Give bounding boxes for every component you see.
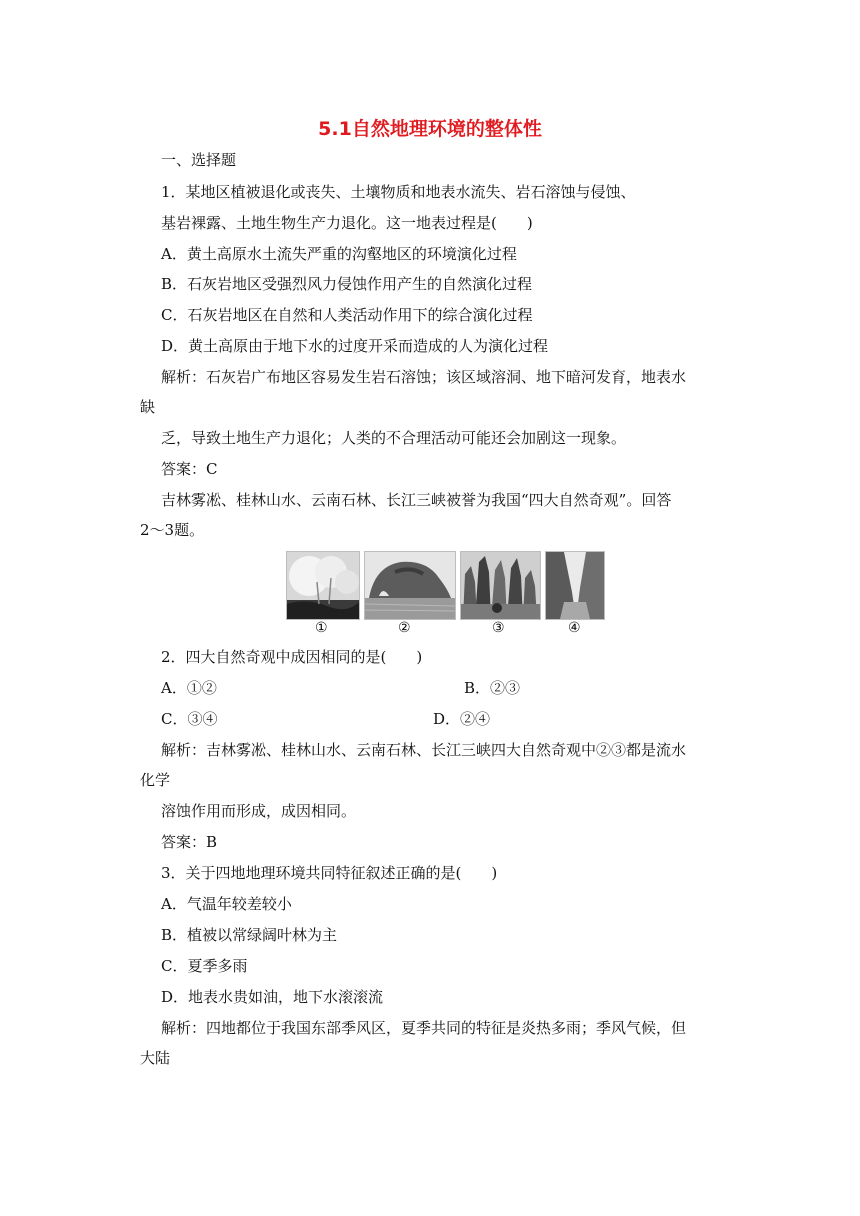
intro-line-1: 吉林雾凇、桂林山水、云南石林、长江三峡被誉为我国“四大自然奇观”。回答	[161, 491, 672, 509]
stone-forest-photo	[460, 551, 541, 620]
q3-option-c: C．夏季多雨	[161, 957, 248, 975]
q2-answer: 答案：B	[161, 833, 218, 851]
q2-analysis-line-2: 化学	[140, 771, 171, 789]
q2-analysis-line-1: 解析：吉林雾凇、桂林山水、云南石林、长江三峡四大自然奇观中②③都是流水	[161, 741, 687, 759]
photo-caption-2: ②	[398, 620, 411, 636]
q1-option-d: D．黄土高原由于地下水的过度开采而造成的人为演化过程	[161, 337, 549, 355]
q2-option-c: C．③④	[161, 710, 218, 728]
q3-stem: 3．关于四地地理环境共同特征叙述正确的是( )	[161, 864, 498, 882]
photo-caption-1: ①	[315, 620, 328, 636]
q2-option-a: A．①②	[161, 679, 217, 697]
q1-answer: 答案：C	[161, 460, 218, 478]
q3-option-b: B．植被以常绿阔叶林为主	[161, 926, 338, 944]
three-gorges-photo	[545, 551, 605, 620]
q1-option-a: A．黄土高原水土流失严重的沟壑地区的环境演化过程	[161, 245, 517, 263]
photo-caption-3: ③	[492, 620, 505, 636]
intro-line-2: 2～3题。	[140, 521, 205, 539]
q2-option-d: D．②④	[433, 710, 491, 728]
q1-stem-line-1: 1．某地区植被退化或丧失、土壤物质和地表水流失、岩石溶蚀与侵蚀、	[161, 183, 636, 201]
q3-option-a: A．气温年较差较小	[161, 895, 292, 913]
q1-analysis-line-3: 乏，导致土地生产力退化；人类的不合理活动可能还会加剧这一现象。	[161, 429, 627, 447]
q1-option-c: C．石灰岩地区在自然和人类活动作用下的综合演化过程	[161, 306, 533, 324]
q1-stem-line-2: 基岩裸露、土地生物生产力退化。这一地表过程是( )	[161, 214, 533, 232]
guilin-photo	[364, 551, 456, 620]
q2-analysis-line-3: 溶蚀作用而形成，成因相同。	[161, 802, 357, 820]
q2-option-b: B．②③	[464, 679, 521, 697]
section-heading: 一、选择题	[161, 151, 237, 169]
photo-caption-4: ④	[568, 620, 581, 636]
q1-option-b: B．石灰岩地区受强烈风力侵蚀作用产生的自然演化过程	[161, 275, 533, 293]
q1-analysis-line-1: 解析：石灰岩广布地区容易发生岩石溶蚀；该区域溶洞、地下暗河发育，地表水	[161, 368, 687, 386]
q3-option-d: D．地表水贵如油，地下水滚滚流	[161, 988, 384, 1006]
document-title: 5.1自然地理环境的整体性	[318, 118, 542, 140]
rime-photo	[286, 551, 360, 620]
q3-analysis-line-1: 解析：四地都位于我国东部季风区，夏季共同的特征是炎热多雨；季风气候，但	[161, 1019, 687, 1037]
q3-analysis-line-2: 大陆	[140, 1049, 171, 1067]
q2-stem: 2．四大自然奇观中成因相同的是( )	[161, 648, 423, 666]
q1-analysis-line-2: 缺	[140, 398, 156, 416]
